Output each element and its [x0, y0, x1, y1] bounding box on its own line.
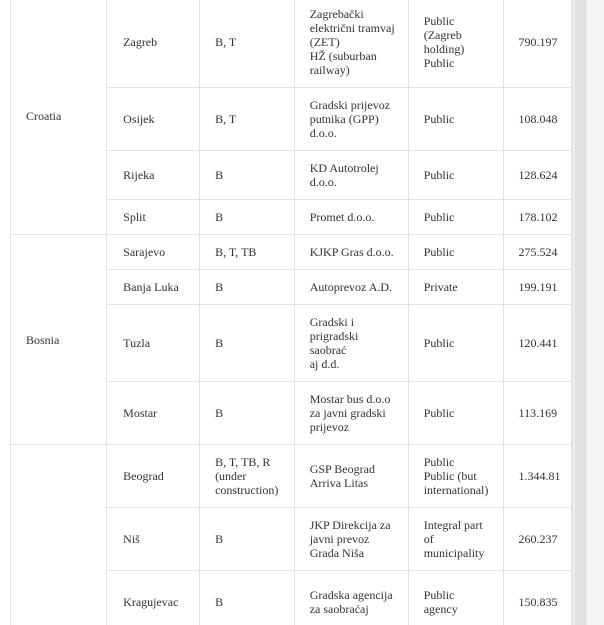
cell-line: (Zagreb — [423, 28, 462, 42]
cell-line: Gradski prijevoz — [309, 98, 391, 112]
operator-cell — [294, 200, 408, 235]
population-cell: 178.102 — [503, 200, 571, 235]
cell-line: Grada Niša — [309, 546, 365, 560]
modes-cell — [200, 445, 295, 508]
cell-line: za saobraćaj — [309, 602, 369, 616]
cell-line: agency — [423, 602, 458, 616]
cell-line: Gradski i — [309, 315, 355, 329]
modes-cell — [200, 200, 295, 235]
city-cell: Sarajevo — [107, 235, 200, 270]
cell-line: prijevoz — [309, 420, 350, 434]
cell-line: international) — [423, 483, 489, 497]
ownership-cell — [408, 88, 503, 151]
operator-cell — [294, 382, 408, 445]
operator-cell — [294, 270, 408, 305]
ownership-cell — [408, 270, 503, 305]
cell-line: B — [215, 406, 224, 420]
transit-table — [10, 0, 572, 625]
cell-line: B — [215, 280, 224, 294]
cell-line: B, T, TB, R — [215, 455, 271, 469]
population-cell: 108.048 — [503, 88, 571, 151]
cell-line: električni tramvaj — [309, 21, 395, 35]
operator-cell — [294, 235, 408, 270]
cell-line: B, T — [215, 112, 237, 126]
cell-line: Integral part — [423, 518, 483, 532]
cell-line: GSP Beograd — [309, 462, 375, 476]
cell-line: Public — [423, 336, 455, 350]
city-cell: Split — [107, 200, 200, 235]
cell-line: municipality — [423, 546, 485, 560]
ownership-cell — [408, 305, 503, 382]
city-cell: Rijeka — [107, 151, 200, 200]
page-margin — [588, 0, 604, 625]
cell-line: Public — [423, 455, 455, 469]
cell-line: javni prevoz — [309, 532, 370, 546]
vertical-scrollbar[interactable] — [572, 0, 588, 625]
operator-cell — [294, 151, 408, 200]
ownership-cell — [408, 382, 503, 445]
cell-line: Public — [423, 168, 455, 182]
cell-line: holding) — [423, 42, 465, 56]
cell-line: saobrać — [309, 343, 347, 357]
cell-line: (ZET) — [309, 35, 340, 49]
operator-cell — [294, 508, 408, 571]
country-cell: Croatia — [11, 0, 107, 235]
cell-line: d.o.o. — [309, 126, 337, 140]
cell-line: KD Autotrolej — [309, 161, 379, 175]
operator-cell — [294, 445, 408, 508]
modes-cell — [200, 0, 295, 88]
cell-line: of — [423, 532, 434, 546]
cell-line: KJKP Gras d.o.o. — [309, 245, 394, 259]
city-cell: Tuzla — [107, 305, 200, 382]
operator-cell — [294, 571, 408, 625]
city-cell: Kragujevac — [107, 571, 200, 625]
cell-line: B — [215, 336, 224, 350]
population-cell: 199.191 — [503, 270, 571, 305]
modes-cell — [200, 571, 295, 625]
cell-line: Gradska agencija — [309, 588, 393, 602]
population-cell: 790.197 — [503, 0, 571, 88]
operator-cell — [294, 305, 408, 382]
population-cell: 275.524 — [503, 235, 571, 270]
modes-cell — [200, 235, 295, 270]
cell-line: putnika (GPP) — [309, 112, 379, 126]
cell-line: za javni gradski — [309, 406, 386, 420]
cell-line: railway) — [309, 63, 350, 77]
modes-cell — [200, 88, 295, 151]
table-row — [11, 0, 572, 88]
cell-line: Private — [423, 280, 458, 294]
cell-line: Promet d.o.o. — [309, 210, 375, 224]
cell-line: Public — [423, 56, 455, 70]
cell-line: B — [215, 168, 224, 182]
ownership-cell — [408, 200, 503, 235]
country-cell: Bosnia — [11, 235, 107, 445]
cell-line: d.o.o. — [309, 175, 337, 189]
cell-line: prigradski — [309, 329, 359, 343]
table-row — [11, 235, 572, 270]
cell-line: Zagrebački — [309, 7, 364, 21]
cell-line: B, T — [215, 35, 237, 49]
ownership-cell — [408, 151, 503, 200]
modes-cell — [200, 382, 295, 445]
ownership-cell — [408, 571, 503, 625]
cell-line: (under — [215, 469, 247, 483]
population-cell: 1.344.81 — [503, 445, 571, 508]
ownership-cell — [408, 235, 503, 270]
cell-line: Arriva Litas — [309, 476, 369, 490]
ownership-cell — [408, 508, 503, 571]
ownership-cell — [408, 0, 503, 88]
city-cell: Banja Luka — [107, 270, 200, 305]
cell-line: Public — [423, 14, 455, 28]
population-cell: 260.237 — [503, 508, 571, 571]
cell-line: Public — [423, 406, 455, 420]
cell-line: B — [215, 595, 224, 609]
city-cell: Beograd — [107, 445, 200, 508]
cell-line: Public — [423, 112, 455, 126]
cell-line: Public (but — [423, 469, 477, 483]
cell-line: JKP Direkcija za — [309, 518, 391, 532]
cell-line: Mostar bus d.o.o — [309, 392, 391, 406]
city-cell: Osijek — [107, 88, 200, 151]
ownership-cell — [408, 445, 503, 508]
cell-line: aj d.d. — [309, 357, 340, 371]
cell-line: Public — [423, 588, 455, 602]
cell-line: B, T, TB — [215, 245, 257, 259]
operator-cell — [294, 88, 408, 151]
population-cell: 150.835 — [503, 571, 571, 625]
cell-line: construction) — [215, 483, 279, 497]
modes-cell — [200, 508, 295, 571]
modes-cell — [200, 151, 295, 200]
city-cell: Mostar — [107, 382, 200, 445]
cell-line: B — [215, 532, 224, 546]
population-cell: 128.624 — [503, 151, 571, 200]
population-cell: 113.169 — [503, 382, 571, 445]
cell-line: HŽ (suburban — [309, 49, 377, 63]
cell-line: Public — [423, 210, 455, 224]
city-cell: Zagreb — [107, 0, 200, 88]
cell-line: B — [215, 210, 224, 224]
table-row — [11, 445, 572, 508]
cell-line: Public — [423, 245, 455, 259]
cell-line: Autoprevoz A.D. — [309, 280, 393, 294]
city-cell: Niš — [107, 508, 200, 571]
country-cell — [11, 445, 107, 625]
scrollbar-thumb[interactable] — [575, 0, 586, 625]
population-cell: 120.441 — [503, 305, 571, 382]
modes-cell — [200, 305, 295, 382]
modes-cell — [200, 270, 295, 305]
operator-cell — [294, 0, 408, 88]
